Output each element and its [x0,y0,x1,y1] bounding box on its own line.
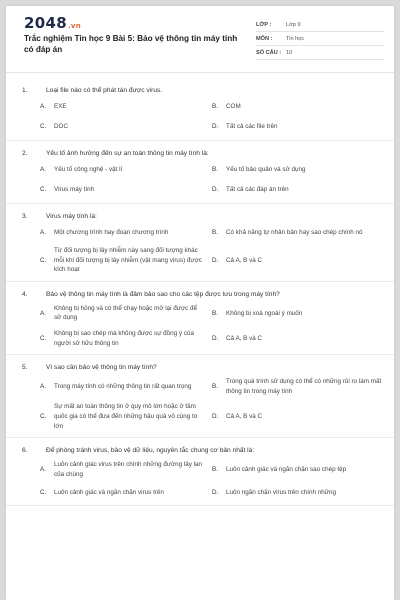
meta-row-subject [256,32,384,46]
option-letter: B. [212,103,218,111]
option-letter: D. [212,412,219,420]
option-letter: B. [212,465,218,473]
option-text: Không bị hỏng và có thể chạy hoặc mở lại được để sử dụng [54,304,198,322]
option-text: COM [226,103,241,111]
answer-option-b[interactable] [212,226,392,240]
answer-option-c[interactable] [40,402,212,431]
option-letter: A. [40,229,46,237]
question-number: 1. [22,87,28,94]
answer-options [6,163,394,197]
option-letter: A. [40,465,46,473]
question-text: Bảo vệ thông tin máy tính là đảm bảo sao cho các tệp được lưu trong máy tính? [46,290,280,298]
answer-option-d[interactable] [212,402,392,431]
answer-option-c[interactable] [40,329,212,348]
question-stem [6,212,394,221]
answer-option-b[interactable] [212,304,392,323]
answer-option-a[interactable] [40,460,212,479]
option-text: Tất cả các đáp án trên [226,186,289,194]
meta-value: Tin học [286,35,305,42]
answer-option-c[interactable] [40,485,212,499]
answer-option-d[interactable] [212,120,392,134]
meta-label: MÔN : [256,35,273,42]
question-number: 5. [22,364,28,372]
site-logo[interactable] [24,14,81,32]
option-letter: D. [212,123,219,131]
answer-option-d[interactable] [212,183,392,197]
option-letter: A. [40,309,46,317]
question-stem [6,149,394,158]
option-text: Cả A, B và C [226,334,263,342]
option-text: Cả A, B và C [226,256,263,264]
answer-option-d[interactable] [212,485,392,499]
option-text: DOC [54,123,68,131]
question-number: 4. [22,290,28,298]
option-text: Có khả năng tự nhân bản hay sao chép chính nó [226,229,363,237]
question-item [6,204,394,282]
option-text: Trong máy tính có những thông tin rất quan trọng [54,382,192,390]
answer-options [6,226,394,275]
answer-option-c[interactable] [40,120,212,134]
meta-label: SỐ CÂU : [256,49,282,56]
option-text: Luôn cảnh giác virus trên chính những đường lây lan của chúng [54,461,203,478]
question-item [6,355,394,438]
answer-option-b[interactable] [212,163,392,177]
option-text: Luôn ngăn chặn virus trên chính những [226,488,336,496]
answer-options [6,304,394,348]
answer-option-c[interactable] [40,246,212,275]
option-text: Yếu tố công nghệ - vật lí [54,166,123,174]
question-number: 6. [22,447,28,455]
question-stem [6,290,394,299]
answer-option-a[interactable] [40,377,212,396]
answer-option-a[interactable] [40,100,212,114]
question-number: 2. [22,150,28,157]
answer-option-a[interactable] [40,226,212,240]
meta-row-grade [256,18,384,32]
option-letter: C. [40,123,47,131]
answer-options [6,460,394,499]
meta-value: Lớp 9 [286,21,301,28]
option-text: Sự mất an toàn thông tin ở quy mô lớn hoặc ở tầm quốc gia có thể đưa đến những hậu quả vô cùng to lớn [54,403,198,430]
page-title: Trắc nghiệm Tin học 9 Bài 5: Bảo vệ thông tin máy tính có đáp án [24,34,238,54]
option-letter: C. [40,256,47,264]
option-letter: C. [40,334,47,342]
option-letter: C. [40,186,47,194]
answer-option-b[interactable] [212,460,392,479]
option-text: Cả A, B và C [226,412,263,420]
meta-value: 10 [286,49,293,56]
question-stem [6,363,394,372]
option-text: EXE [54,103,67,111]
option-text: Luôn cảnh giác và ngăn chặn sao chép tệp [226,465,347,473]
document-page [6,6,394,600]
option-text: Không bị sao chép mà không được sự đồng ý của người sở hữu thông tin [54,329,194,347]
option-text: Một chương trình hay đoạn chương trình [54,229,169,237]
option-text: Từ đối tượng bị lây nhiễm này sang đối tượng khác mỗi khi đối tượng bị lây nhiễm (vật mang virus) được kích hoạt [54,247,202,274]
question-item [6,438,394,506]
meta-row-count [256,46,384,60]
answer-option-d[interactable] [212,329,392,348]
header-divider [6,72,394,73]
option-letter: B. [212,309,218,317]
question-text: Vì sao cần bảo vệ thông tin máy tính? [46,364,157,372]
option-letter: B. [212,229,218,237]
question-text: Virus máy tính là: [46,213,97,220]
option-letter: A. [40,103,46,111]
page-header [6,6,394,66]
logo-main: 2048 [24,14,67,32]
option-letter: B. [212,166,218,174]
question-text: Yếu tố ảnh hưởng đến sự an toàn thông tin máy tính là: [46,150,209,157]
answer-option-c[interactable] [40,183,212,197]
question-stem [6,446,394,455]
option-letter: B. [212,382,218,390]
answer-options [6,100,394,134]
option-text: Không bị xoá ngoài ý muốn [226,309,303,317]
meta-label: LỚP : [256,21,272,28]
option-letter: D. [212,186,219,194]
logo-tld: .vn [67,22,82,30]
question-item [6,78,394,141]
option-letter: D. [212,488,219,496]
option-letter: D. [212,334,219,342]
option-text: Luôn cảnh giác và ngăn chặn virus trên [54,488,164,496]
answer-option-d[interactable] [212,246,392,275]
option-letter: A. [40,166,46,174]
option-text: Tất cả các file trên [226,123,278,131]
question-item [6,282,394,355]
option-letter: D. [212,256,219,264]
question-text: Loại file nào có thể phát tán được virus. [46,87,163,94]
option-letter: C. [40,412,47,420]
option-text: Virus máy tính [54,186,95,194]
answer-option-b[interactable] [212,377,392,396]
question-item [6,141,394,204]
option-text: Trong quá trình sử dụng có thể có những rủi ro làm mất thông tin trong máy tính [226,378,382,395]
answer-option-a[interactable] [40,163,212,177]
option-text: Yếu tố bảo quản và sử dụng [226,166,306,174]
question-stem [6,86,394,95]
answer-option-a[interactable] [40,304,212,323]
answer-option-b[interactable] [212,100,392,114]
answer-options [6,377,394,431]
question-text: Để phòng tránh virus, bảo vệ dữ liệu, nguyên tắc chung cơ bản nhất là: [46,447,255,455]
question-number: 3. [22,213,28,220]
option-letter: A. [40,382,46,390]
quiz-meta [256,18,384,60]
option-letter: C. [40,488,47,496]
question-list [6,78,394,506]
